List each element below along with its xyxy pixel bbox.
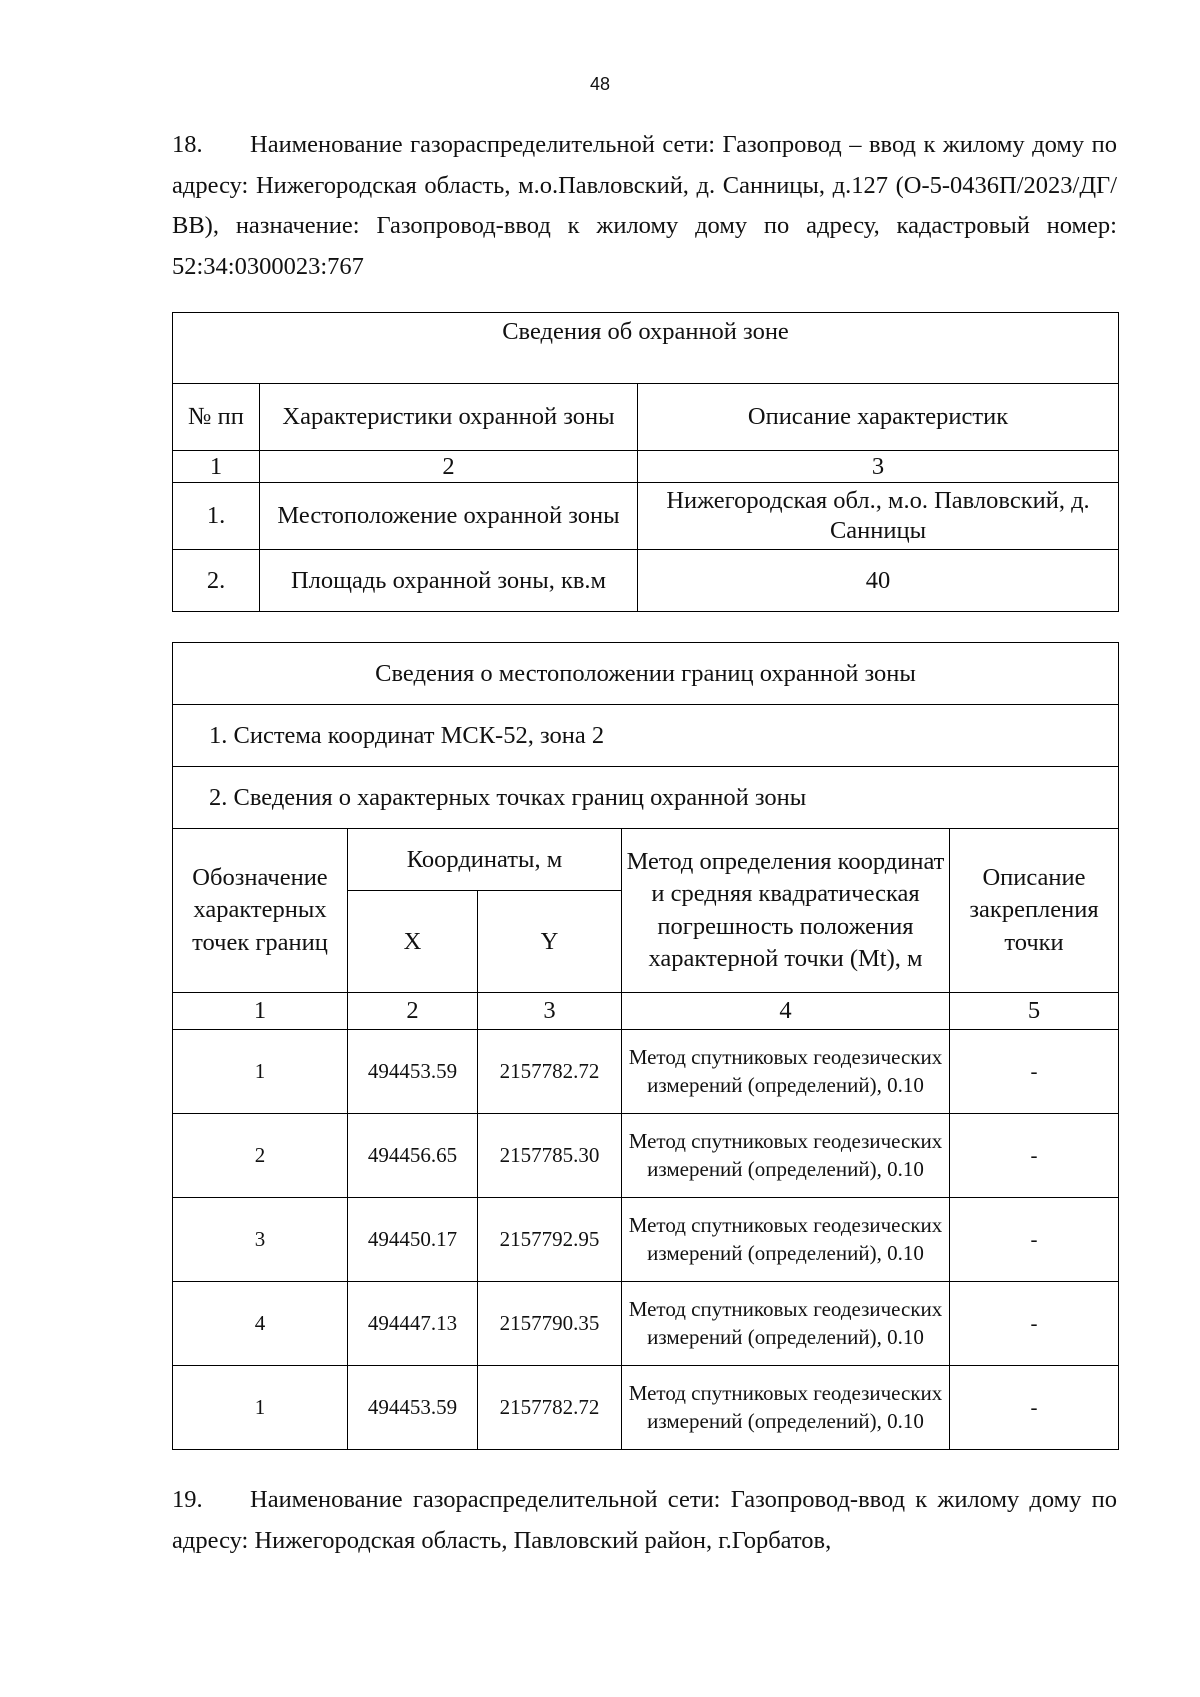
- point-number: 2: [173, 1114, 348, 1198]
- point-x: 494450.17: [348, 1198, 478, 1282]
- coord-index-cell: 4: [622, 993, 950, 1030]
- zone-header-characteristic: Характеристики охранной зоны: [260, 384, 638, 451]
- zone-index-cell: 3: [638, 451, 1119, 483]
- point-fixing: -: [950, 1114, 1119, 1198]
- header-x: X: [348, 891, 478, 993]
- point-method: Метод спутниковых геодезических измерений (определений), 0.10: [622, 1114, 950, 1198]
- zone-row-number: 2.: [173, 550, 260, 612]
- point-y: 2157782.72: [478, 1030, 622, 1114]
- point-fixing: -: [950, 1366, 1119, 1450]
- page-number: 48: [589, 74, 611, 94]
- header-point-designation: Обозначение характерных точек границ: [173, 829, 348, 993]
- point-x: 494456.65: [348, 1114, 478, 1198]
- point-method: Метод спутниковых геодезических измерений (определений), 0.10: [622, 1282, 950, 1366]
- point-method: Метод спутниковых геодезических измерений (определений), 0.10: [622, 1198, 950, 1282]
- zone-table-title: Сведения об охранной зоне: [173, 313, 1119, 384]
- zone-row-value: Нижегородская обл., м.о. Павловский, д. Санницы: [638, 483, 1119, 550]
- paragraph-19-text: Наименование газораспределительной сети: Газопровод-ввод к жилому дому по адресу: Нижегородская область, Павловский район, г.Горбатов,: [172, 1486, 1117, 1554]
- zone-row-characteristic: Местоположение охранной зоны: [260, 483, 638, 550]
- zone-row-value: 40: [638, 550, 1119, 612]
- point-method: Метод спутниковых геодезических измерений (определений), 0.10: [622, 1366, 950, 1450]
- point-fixing: -: [950, 1198, 1119, 1282]
- header-fixing-description: Описание закрепления точки: [950, 829, 1119, 993]
- table-row: [173, 1114, 1119, 1198]
- paragraph-19: [172, 1480, 1117, 1561]
- coordinate-system: 1. Система координат МСК-52, зона 2: [173, 705, 1119, 767]
- point-x: 494447.13: [348, 1282, 478, 1366]
- point-fixing: -: [950, 1030, 1119, 1114]
- table-row: [173, 1366, 1119, 1450]
- coord-table-title: Сведения о местоположении границ охранной зоны: [173, 643, 1119, 705]
- paragraph-19-number: 19.: [172, 1486, 203, 1513]
- coord-index-cell: 3: [478, 993, 622, 1030]
- zone-header-number: № пп: [173, 384, 260, 451]
- table-row: [173, 1282, 1119, 1366]
- zone-index-cell: 1: [173, 451, 260, 483]
- coord-index-cell: 2: [348, 993, 478, 1030]
- coord-index-cell: 5: [950, 993, 1119, 1030]
- coord-index-cell: 1: [173, 993, 348, 1030]
- point-number: 1: [173, 1030, 348, 1114]
- point-y: 2157782.72: [478, 1366, 622, 1450]
- point-number: 3: [173, 1198, 348, 1282]
- point-y: 2157785.30: [478, 1114, 622, 1198]
- header-method: Метод определения координат и средняя квадратическая погрешность положения характерной точки (Mt), м: [622, 829, 950, 993]
- header-y: Y: [478, 891, 622, 993]
- paragraph-18-text: Наименование газораспределительной сети: Газопровод – ввод к жилому дому по адресу: Нижегородская область, м.о.Павловский, д. Санницы, д.127 (О-5-0436П/2023/ДГ/ВВ), назначение: Газопровод-ввод к жилому дому по адресу, кадастровый номер: 52:34:0300023:767: [172, 131, 1117, 280]
- point-x: 494453.59: [348, 1366, 478, 1450]
- zone-header-description: Описание характеристик: [638, 384, 1119, 451]
- table-row: [173, 1030, 1119, 1114]
- point-number: 1: [173, 1366, 348, 1450]
- paragraph-18: [172, 125, 1117, 287]
- header-coordinates: Координаты, м: [348, 829, 622, 891]
- zone-boundary-coordinates-table: [172, 642, 1119, 1450]
- point-number: 4: [173, 1282, 348, 1366]
- point-fixing: -: [950, 1282, 1119, 1366]
- point-y: 2157790.35: [478, 1282, 622, 1366]
- points-section-title: 2. Сведения о характерных точках границ охранной зоны: [173, 767, 1119, 829]
- zone-index-cell: 2: [260, 451, 638, 483]
- paragraph-18-number: 18.: [172, 131, 203, 158]
- point-method: Метод спутниковых геодезических измерений (определений), 0.10: [622, 1030, 950, 1114]
- point-x: 494453.59: [348, 1030, 478, 1114]
- table-row: [173, 1198, 1119, 1282]
- point-y: 2157792.95: [478, 1198, 622, 1282]
- protection-zone-table: [172, 312, 1119, 612]
- zone-row-number: 1.: [173, 483, 260, 550]
- zone-row-characteristic: Площадь охранной зоны, кв.м: [260, 550, 638, 612]
